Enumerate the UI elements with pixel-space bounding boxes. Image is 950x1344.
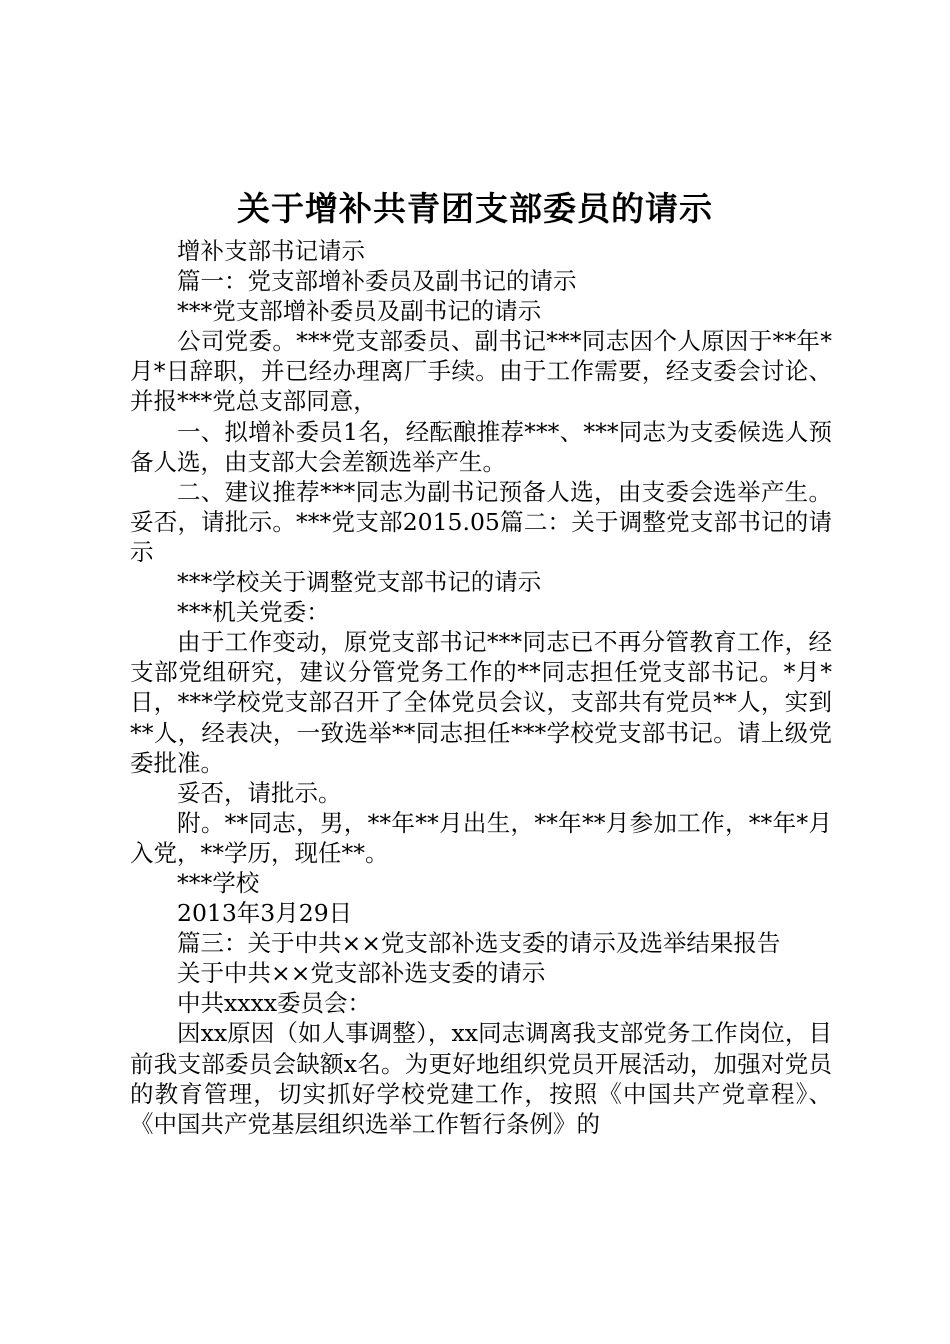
paragraph: 2013年3月29日 — [177, 899, 353, 928]
paragraph: 二、建议推荐***同志为副书记预备人选，由支委会选举产生。妥否，请批示。***党支部2015.05篇二：关于调整党支部书记的请示 — [130, 477, 832, 566]
paragraph: 关于中共××党支部补选支委的请示 — [177, 959, 546, 988]
document-body — [130, 236, 832, 1139]
paragraph: ***机关党委： — [177, 598, 330, 627]
paragraph: 公司党委。***党支部委员、副书记***同志因个人原因于**年*月*日辞职，并已经办理离厂手续。由于工作需要，经支委会讨论、并报***党总支部同意， — [130, 327, 832, 416]
paragraph: ***学校 — [177, 868, 260, 897]
paragraph: 篇三：关于中共××党支部补选支委的请示及选举结果报告 — [177, 929, 781, 958]
paragraph: 妥否，请批示。 — [177, 778, 342, 807]
paragraph: 中共xxxx委员会： — [177, 989, 372, 1018]
paragraph: 篇一：党支部增补委员及副书记的请示 — [177, 267, 577, 296]
document-title: 关于增补共青团支部委员的请示 — [237, 189, 713, 228]
paragraph: ***学校关于调整党支部书记的请示 — [177, 568, 542, 597]
paragraph: 因xx原因（如人事调整），xx同志调离我支部党务工作岗位，目前我支部委员会缺额x名。为更好地组织党员开展活动，加强对党员的教育管理，切实抓好学校党建工作，按照《中国共产党章程》、《中国共产党基层组织选举工作暂行条例》的 — [130, 1019, 832, 1138]
paragraph: 增补支部书记请示 — [177, 237, 365, 265]
paragraph: 一、拟增补委员1名，经酝酿推荐***、***同志为支委候选人预备人选，由支部大会差额选举产生。 — [130, 417, 832, 476]
paragraph: 由于工作变动，原党支部书记***同志已不再分管教育工作，经支部党组研究，建议分管党务工作的**同志担任党支部书记。*月*日，***学校党支部召开了全体党员会议，支部共有党员**人，实到**人，经表决，一致选举**同志担任***学校党支部书记。请上级党委批准。 — [130, 628, 832, 777]
paragraph: ***党支部增补委员及副书记的请示 — [177, 297, 542, 326]
paragraph: 附。**同志，男，**年**月出生，**年**月参加工作，**年*月入党，**学历，现任**。 — [130, 808, 832, 867]
